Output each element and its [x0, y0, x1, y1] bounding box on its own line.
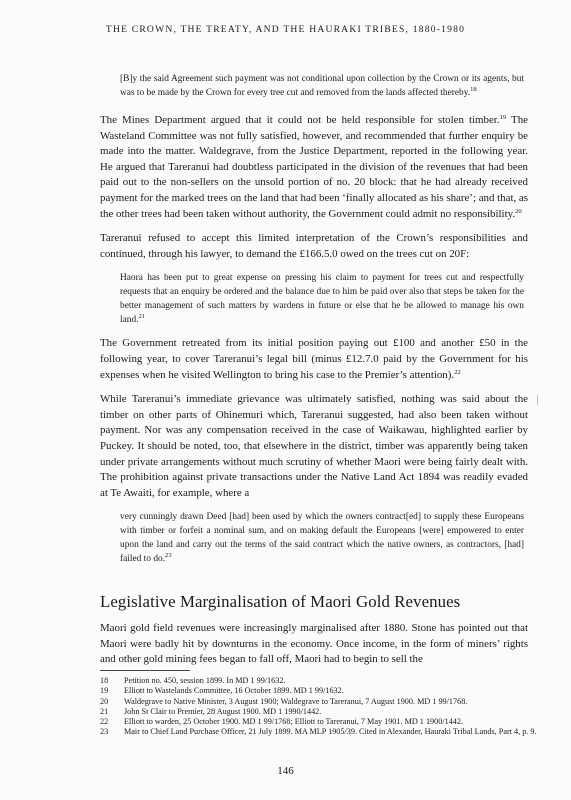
- paragraph-gold-revenues: Maori gold field revenues were increasingly marginalised after 1880. Stone has pointed out that Maori were badly hit by downturns in the economy. Once income, in the form of miners’ rights and other gold mining fees began to fall off, Maori had to begin to sell the: [100, 622, 528, 666]
- footnotes: [100, 676, 540, 738]
- footnote-ref-18: 18: [470, 86, 477, 94]
- footnote-ref-20: 20: [515, 207, 522, 215]
- block-quote-deed: very cunningly drawn Deed [had] been used by which the owners contract[ed] to supply these Europeans with timber or forfeit a nominal sum, and on making default the Europeans [were] empowered to enter upon the land and carry out the terms of the said contract which the native owners, as contractors, [had] failed to do.$^{23}$: [120, 512, 524, 565]
- running-header: THE CROWN, THE TREATY, AND THE HAURAKI TRIBES, 1880-1980: [105, 24, 466, 35]
- paragraph-government-retreated: The Government retreated from its initial position paying out £100 and another £50 in the following year, to cover Tareranui’s legal bill (minus £12.7.0 paid by the Government for his expenses when he visited Wellington to bring his case to the Premier’s attention).$^{22}$: [100, 337, 528, 381]
- footnote-ref-19: 19: [499, 114, 507, 122]
- margin-mark: [537, 395, 538, 405]
- footnote-18: 18 Petition no. 450, session 1899. In MD 1 99/1632.: [100, 676, 286, 685]
- footnote-divider: [100, 670, 190, 671]
- block-quote-haora: Haora has been put to great expense on pressing his claim to payment for trees cut and respectfully requests that an enquiry be ordered and the balance due to him be paid over also that steps be taken for the better management of such matters by wardens in future or else that he be allowed to manage his own land.$^{21}$: [120, 273, 524, 326]
- footnote-19: 19 Elliott to Wastelands Committee, 16 October 1899. MD 1 99/1632.: [100, 686, 344, 696]
- section-heading: Legislative Marginalisation of Maori Gold Revenues: [100, 592, 461, 612]
- footnote-22: 22 Elliott to warden, 25 October 1900. MD 1 99/1768; Elliott to Tareranui, 7 May 1901. MD 1 1900/1442.: [100, 717, 464, 727]
- footnote-21: 21 John St Clair to Premier, 28 August 1900. MD 1 1990/1442.: [100, 706, 322, 716]
- footnote-ref-23: 23: [165, 552, 172, 560]
- page-body: [100, 72, 528, 677]
- paragraph-mines-department: The Mines Department argued that it could not be held responsible for stolen timber.$^{19}$ The Wasteland Committee was not fully satisfied, however, and recommended that further enquiry be made into the matter. Waldegrave, from the Justice Department, reported in the following year. He argued that Tareranui had doubtless participated in the division of the revenues that had been paid out to the non-sellers on the unsold portion of no. 20 block: that he had already received payment for the marked trees on the land that had been ‘finally allocated as his share’; and that, as the other trees had been taken without authority, the Government could admit no responsibility.$^{20}$: [100, 114, 528, 220]
- footnote-ref-22: 22: [454, 368, 461, 376]
- footnote-23: 23 Mair to Chief Land Purchase Officer, 21 July 1899. MA MLP 1905/39. Cited in Alexander, Hauraki Tribal Lands, Part 4, p. 9.: [100, 727, 537, 737]
- block-quote-agreement: [B]y the said Agreement such payment was not conditional upon collection by the Crown or its agents, but was to be made by the Crown for every tree cut and removed from the lands affected thereby.$^{18}$: [120, 74, 524, 98]
- page-number: 146: [277, 765, 294, 777]
- paragraph-tareranui-refused: Tareranui refused to accept this limited interpretation of the Crown’s responsibilities and continued, through his lawyer, to demand the £166.5.0 owed on the trees cut on 20F:: [100, 232, 528, 260]
- footnote-ref-21: 21: [138, 313, 146, 321]
- footnote-20: 20 Waldegrave to Native Minister, 3 August 1900; Waldegrave to Tareranui, 7 August 1900. MD 1 99/1768.: [100, 696, 468, 706]
- paragraph-immediate-grievance: While Tareranui’s immediate grievance was ultimately satisfied, nothing was said about the timber on other parts of Ohinemuri which, Tareranui suggested, had also been taken without payment. Nor was any compensation received in the case of Waikawau, highlighted earlier by Puckey. It should be noted, too, that elsewhere in the district, timber was apparently being taken under private arrangements without much scrutiny of whether Maori were being fairly dealt with. The prohibition against private transactions under the Native Land Act 1894 was readily evaded at Te Awaiti, for example, where a: [100, 393, 528, 499]
